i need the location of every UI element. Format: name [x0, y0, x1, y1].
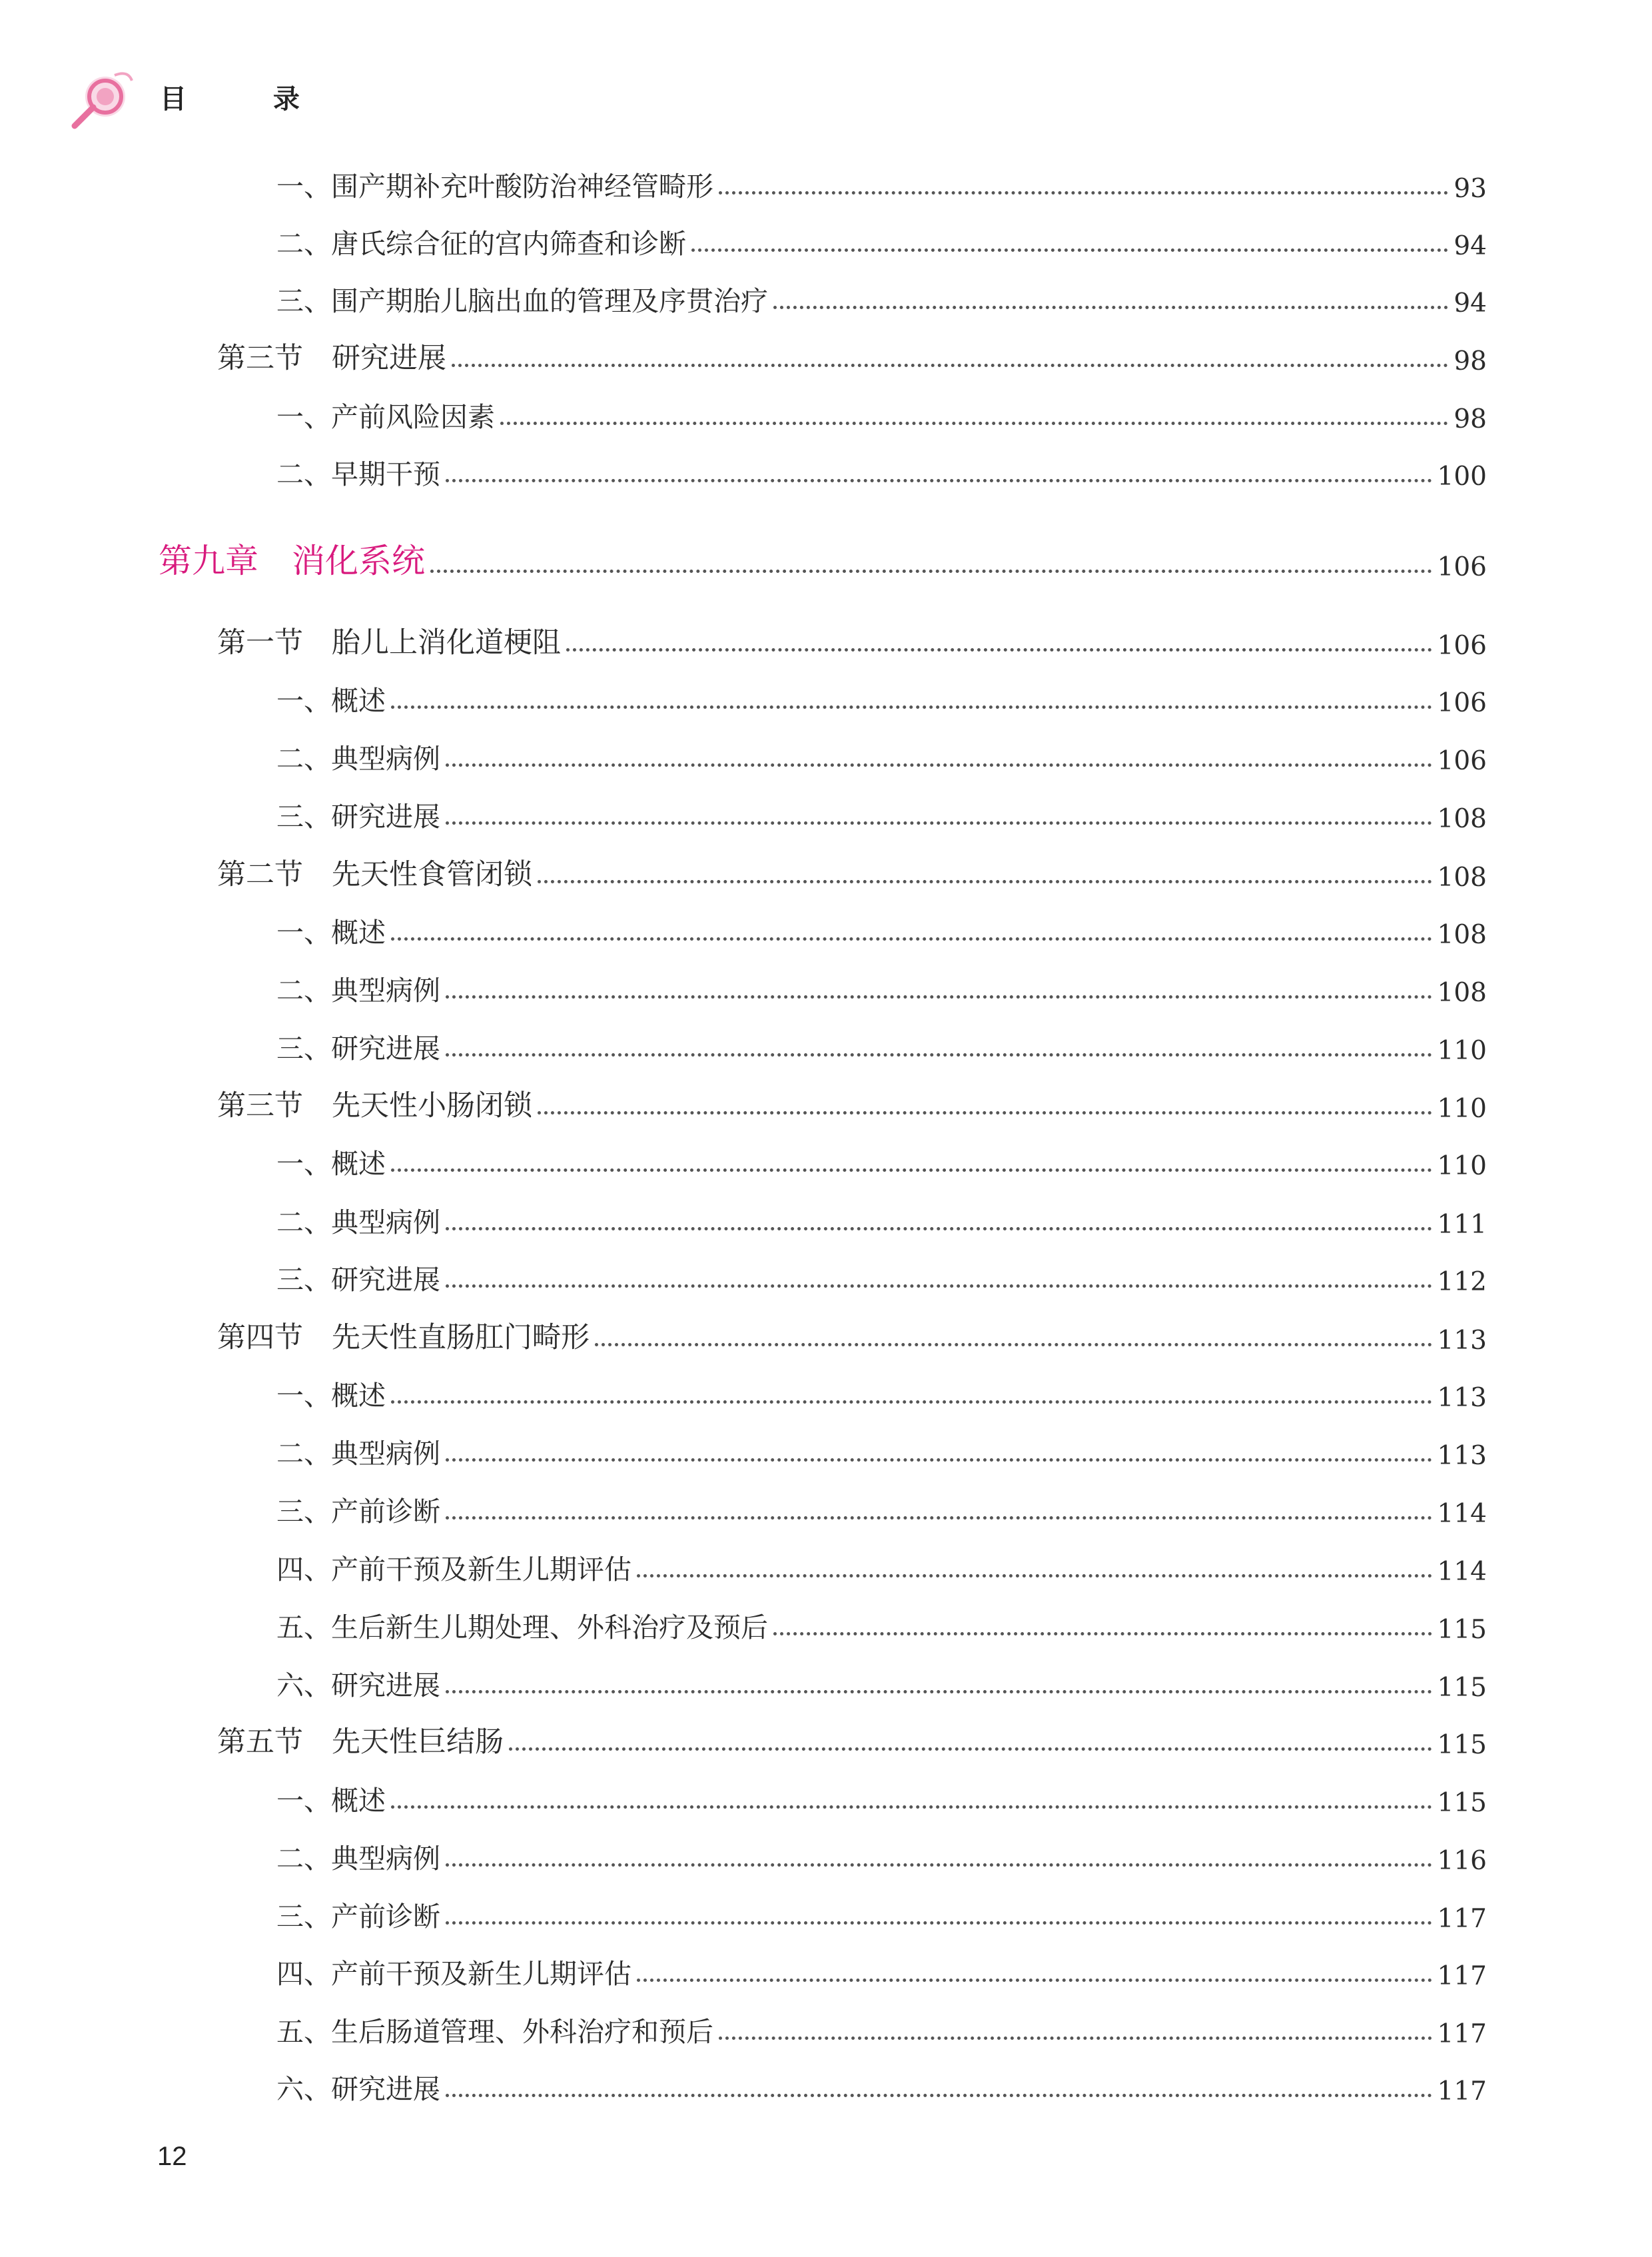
dot-leader: [446, 1053, 1432, 1057]
toc-entry-page: 93: [1453, 174, 1487, 204]
toc-entry-page: 108: [1437, 978, 1487, 1008]
toc-entry-title: 一、概述: [276, 1785, 386, 1817]
toc-entry-page: 108: [1437, 804, 1487, 834]
toc-section-row[interactable]: [217, 1313, 1487, 1356]
toc-entry-title: 一、概述: [276, 1148, 386, 1180]
toc-entry-title: 四、产前干预及新生儿期评估: [276, 1554, 631, 1585]
toc-item-row[interactable]: [276, 1775, 1487, 1818]
toc-item-row[interactable]: [276, 1891, 1487, 1934]
toc-entry-title: 二、唐氏综合征的宫内筛查和诊断: [276, 228, 686, 260]
dot-leader: [446, 1690, 1432, 1693]
toc-item-row[interactable]: [276, 161, 1487, 204]
dot-leader: [446, 1516, 1432, 1520]
toc-item-row[interactable]: [276, 1544, 1487, 1587]
toc-entry-page: 112: [1437, 1267, 1487, 1297]
dot-leader: [391, 937, 1432, 941]
toc-entry-title: 第二节 先天性食管闭锁: [217, 858, 532, 891]
toc-item-row[interactable]: [276, 219, 1487, 261]
toc-item-row[interactable]: [276, 1370, 1487, 1413]
toc-entry-title: 五、生后肠道管理、外科治疗和预后: [276, 2016, 713, 2048]
toc-item-row[interactable]: [276, 1023, 1487, 1066]
dot-leader: [391, 1805, 1432, 1809]
dot-leader: [538, 880, 1432, 883]
toc-entry-title: 四、产前干预及新生儿期评估: [276, 1958, 631, 1990]
toc-item-row[interactable]: [276, 1602, 1487, 1645]
toc-section-row[interactable]: [217, 1717, 1487, 1760]
toc-entry-title: 三、产前诊断: [276, 1496, 440, 1528]
toc-entry-page: 98: [1453, 346, 1487, 376]
toc-entry-title: 二、典型病例: [276, 1438, 440, 1470]
toc-entry-title: 一、概述: [276, 685, 386, 717]
dot-leader: [446, 479, 1432, 482]
toc-section-row[interactable]: [217, 850, 1487, 893]
toc-entry-page: 117: [1437, 1961, 1487, 1991]
toc-entry-title: 六、研究进展: [276, 2073, 440, 2105]
dot-leader: [391, 1400, 1432, 1404]
toc-item-row[interactable]: [276, 676, 1487, 718]
toc-entry-page: 100: [1437, 462, 1487, 492]
toc-entry-page: 113: [1437, 1383, 1487, 1413]
page-number: 12: [157, 2142, 187, 2171]
toc-item-row[interactable]: [276, 1833, 1487, 1876]
toc-entry-title: 三、研究进展: [276, 1264, 440, 1296]
toc-entry-title: 二、典型病例: [276, 1843, 440, 1875]
toc-entry-page: 110: [1437, 1094, 1487, 1124]
toc-item-row[interactable]: [276, 2064, 1487, 2106]
toc-item-row[interactable]: [276, 791, 1487, 834]
toc-entry-title: 第五节 先天性巨结肠: [217, 1725, 504, 1759]
toc-entry-page: 113: [1437, 1441, 1487, 1471]
toc-entry-title: 第九章 消化系统: [159, 542, 425, 580]
toc-entry-title: 第四节 先天性直肠肛门畸形: [217, 1321, 590, 1354]
toc-chapter-row[interactable]: [159, 540, 1487, 582]
dot-leader: [446, 821, 1432, 825]
toc-entry-page: 114: [1437, 1499, 1487, 1529]
toc-entry-page: 117: [1437, 2019, 1487, 2049]
toc-item-row[interactable]: [276, 1486, 1487, 1529]
dot-leader: [637, 1574, 1432, 1578]
dot-leader: [391, 705, 1432, 709]
dot-leader: [452, 364, 1448, 367]
toc-item-row[interactable]: [276, 965, 1487, 1008]
toc-section-row[interactable]: [217, 334, 1487, 376]
dot-leader: [446, 1458, 1432, 1462]
toc-item-row[interactable]: [276, 1138, 1487, 1181]
dot-leader: [430, 570, 1432, 573]
dot-leader: [719, 191, 1448, 195]
toc-entry-title: 一、概述: [276, 917, 386, 949]
toc-entry-page: 98: [1453, 404, 1487, 434]
toc-entry-page: 106: [1437, 552, 1487, 582]
dot-leader: [500, 422, 1448, 425]
toc-entry-title: 第三节 先天性小肠闭锁: [217, 1089, 532, 1123]
dot-leader: [595, 1343, 1432, 1346]
toc-entry-title: 三、研究进展: [276, 801, 440, 833]
toc-entry-title: 一、产前风险因素: [276, 401, 495, 433]
toc-item-row[interactable]: [276, 1254, 1487, 1297]
dot-leader: [773, 306, 1448, 309]
dot-leader: [509, 1747, 1432, 1751]
toc-item-row[interactable]: [276, 392, 1487, 434]
toc-entry-title: 二、典型病例: [276, 1206, 440, 1238]
toc-entry-page: 108: [1437, 920, 1487, 950]
toc-entry-title: 六、研究进展: [276, 1669, 440, 1701]
toc-entry-title: 二、典型病例: [276, 975, 440, 1007]
toc-entry-page: 113: [1437, 1326, 1487, 1356]
dot-leader: [446, 763, 1432, 767]
toc-item-row[interactable]: [276, 1949, 1487, 1991]
toc-entry-title: 三、产前诊断: [276, 1901, 440, 1933]
toc-entry-page: 111: [1437, 1210, 1487, 1240]
dot-leader: [566, 648, 1432, 652]
toc-entry-page: 115: [1437, 1615, 1487, 1645]
toc-entry-page: 114: [1437, 1557, 1487, 1587]
toc-item-row[interactable]: [276, 733, 1487, 776]
toc-entry-page: 106: [1437, 688, 1487, 718]
toc-entry-title: 第三节 研究进展: [217, 342, 446, 375]
toc-entry-title: 三、围产期胎儿脑出血的管理及序贯治疗: [276, 285, 768, 317]
toc-entry-page: 94: [1453, 288, 1487, 318]
dot-leader: [446, 1284, 1432, 1288]
dot-leader: [446, 2094, 1432, 2097]
dot-leader: [719, 2036, 1432, 2040]
toc-entry-page: 116: [1437, 1846, 1487, 1876]
dot-leader: [773, 1632, 1432, 1635]
dot-leader: [446, 1921, 1432, 1925]
toc-entry-page: 106: [1437, 631, 1487, 661]
header-title: 目 录: [160, 84, 338, 115]
dot-leader: [446, 995, 1432, 999]
toc-item-row[interactable]: [276, 276, 1487, 318]
toc-entry-title: 五、生后新生儿期处理、外科治疗及预后: [276, 1611, 768, 1643]
dot-leader: [446, 1863, 1432, 1867]
toc-entry-title: 一、围产期补充叶酸防治神经管畸形: [276, 171, 713, 203]
toc-item-row[interactable]: [276, 2007, 1487, 2049]
toc-item-row[interactable]: [276, 1197, 1487, 1240]
toc-entry-title: 一、概述: [276, 1380, 386, 1412]
dot-leader: [538, 1111, 1432, 1115]
dot-leader: [691, 248, 1448, 252]
toc-entry-page: 110: [1437, 1036, 1487, 1066]
dot-leader: [391, 1168, 1432, 1172]
toc-entry-title: 二、早期干预: [276, 458, 440, 490]
toc-entry-title: 二、典型病例: [276, 743, 440, 775]
toc-entry-page: 115: [1437, 1730, 1487, 1760]
toc-entry-page: 110: [1437, 1151, 1487, 1181]
toc-item-row[interactable]: [276, 1428, 1487, 1471]
toc-entry-title: 三、研究进展: [276, 1033, 440, 1065]
toc-entry-page: 117: [1437, 2076, 1487, 2106]
dot-leader: [446, 1227, 1432, 1230]
toc-entry-page: 117: [1437, 1904, 1487, 1934]
toc-entry-title: 第一节 胎儿上消化道梗阻: [217, 626, 561, 660]
toc-item-row[interactable]: [276, 1660, 1487, 1703]
toc-entry-page: 94: [1453, 231, 1487, 261]
toc-item-row[interactable]: [276, 907, 1487, 950]
toc-entry-page: 108: [1437, 863, 1487, 893]
toc-section-row[interactable]: [217, 618, 1487, 661]
toc-entry-page: 115: [1437, 1788, 1487, 1818]
dot-leader: [637, 1979, 1432, 1982]
toc-section-row[interactable]: [217, 1081, 1487, 1124]
toc-entry-page: 106: [1437, 746, 1487, 776]
toc-item-row[interactable]: [276, 449, 1487, 492]
toc-entry-page: 115: [1437, 1673, 1487, 1703]
